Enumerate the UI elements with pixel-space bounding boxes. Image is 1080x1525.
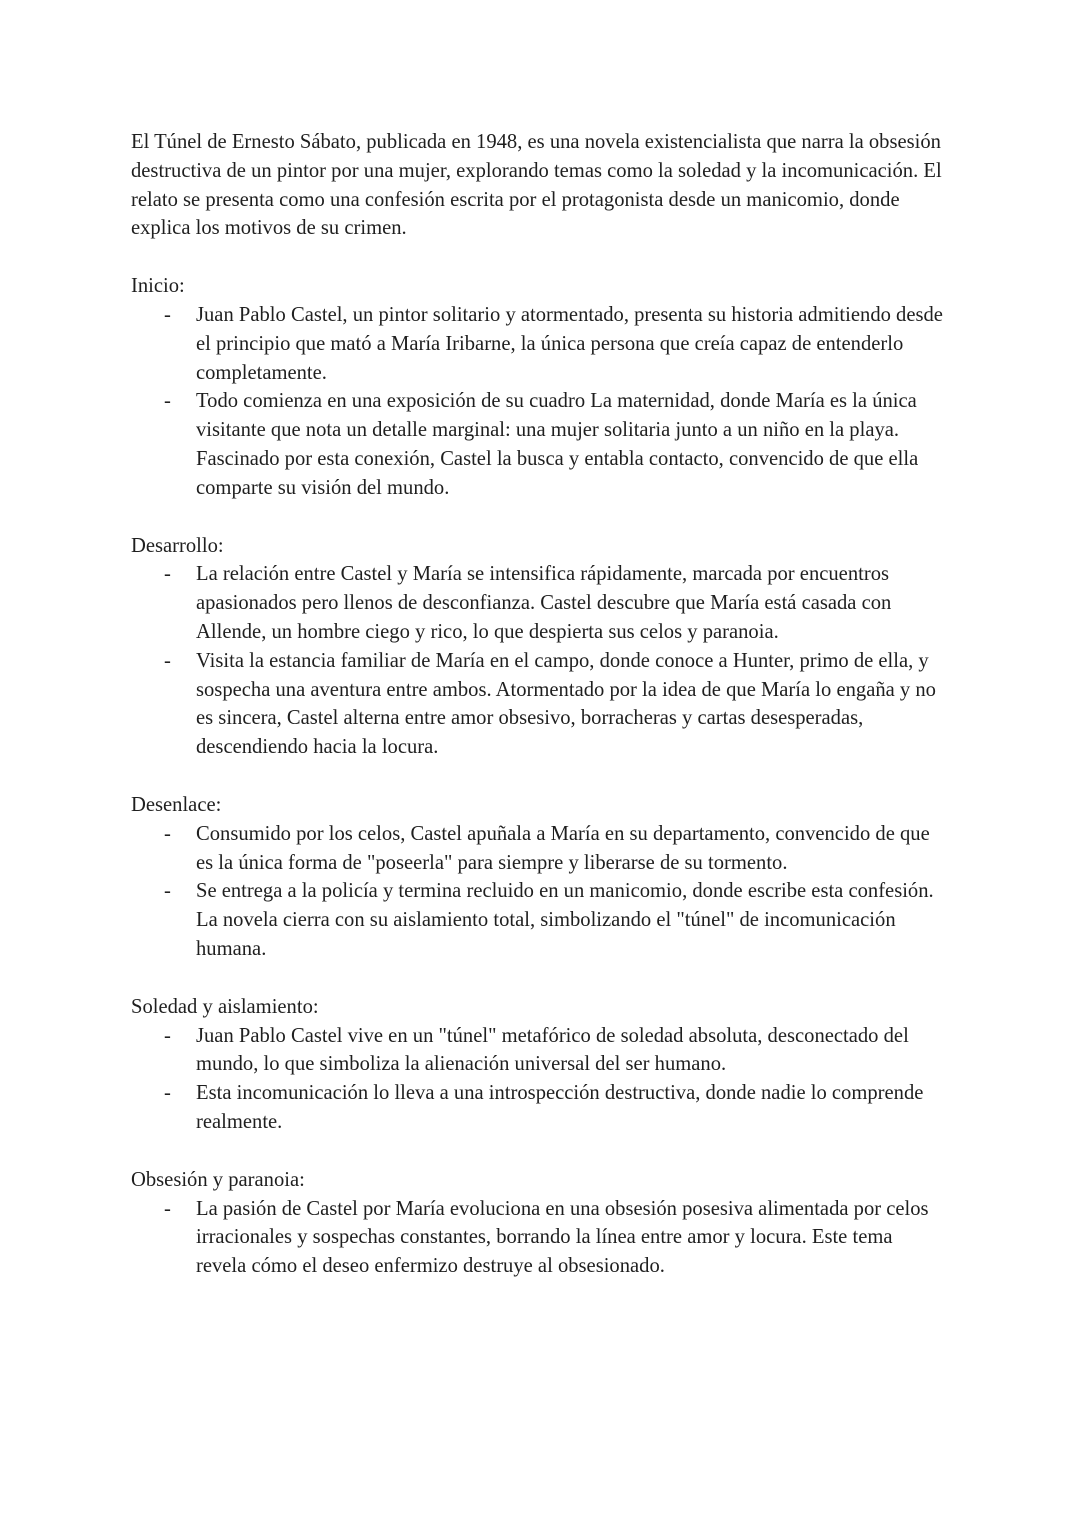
list-item-text: La pasión de Castel por María evoluciona en una obsesión posesiva alimentada por celos irracionales y sospechas constantes, borrando la línea entre amor y locura. Este tema revela cómo el deseo enfermizo destruye al obsesionado. [196,1197,929,1278]
document-page [131,128,946,1310]
section-desarrollo [131,532,946,762]
section-title: Desenlace: [131,793,222,816]
list-item-text: Juan Pablo Castel, un pintor solitario y atormentado, presenta su historia admitiendo desde el principio que mató a María Iribarne, la única persona que creía capaz de entenderlo completamente. [196,303,943,384]
list-item [131,387,946,502]
bullet-list [131,560,946,762]
section-inicio [131,272,946,502]
list-item-text: Esta incomunicación lo lleva a una introspección destructiva, donde nadie lo comprende realmente. [196,1082,924,1133]
bullet-list [131,820,946,964]
list-item-text: Consumido por los celos, Castel apuñala a María en su departamento, convencido de que es la única forma de "poseerla" para siempre y liberarse de su tormento. [196,822,930,874]
list-item-text: Se entrega a la policía y termina recluido en un manicomio, donde escribe esta confesión. La novela cierra con su aislamiento total, simbolizando el "túnel" de incomunicación humana. [196,880,934,960]
bullet-dash: - [164,1024,171,1047]
list-item [131,877,946,963]
bullet-list [131,1195,946,1281]
list-item [131,301,946,387]
section-title: Obsesión y paranoia: [131,1168,305,1191]
bullet-dash: - [164,1082,171,1105]
bullet-dash: - [164,880,171,903]
section-soledad-y-aislamiento [131,993,946,1137]
section-title: Soledad y aislamiento: [131,995,319,1018]
list-item [131,1079,946,1137]
bullet-dash: - [164,649,171,672]
bullet-dash: - [164,303,171,326]
bullet-dash: - [164,563,171,586]
section-title: Inicio: [131,275,185,298]
list-item-text: Juan Pablo Castel vive en un "túnel" metafórico de soledad absoluta, desconectado del mundo, lo que simboliza la alienación universal del ser humano. [196,1024,909,1076]
list-item [131,1195,946,1281]
list-item [131,1022,946,1080]
bullet-dash: - [164,390,171,413]
list-item-text: Visita la estancia familiar de María en el campo, donde conoce a Hunter, primo de ella, y sospecha una aventura entre ambos. Atormentado por la idea de que María lo engaña y no es sincera, Castel alterna entre amor obsesivo, borracheras y cartas desesperadas, descendiendo hacia la locura. [196,649,936,759]
list-item [131,560,946,646]
bullet-dash: - [164,1197,171,1220]
section-title: Desarrollo: [131,534,224,557]
intro-paragraph: El Túnel de Ernesto Sábato, publicada en 1948, es una novela existencialista que narra la obsesión destructiva de un pintor por una mujer, explorando temas como la soledad y la incomunicación. El relato se presenta como una confesión escrita por el protagonista desde un manicomio, donde explica los motivos de su crimen. [131,131,942,240]
bullet-list [131,301,946,503]
section-obsesion-y-paranoia [131,1166,946,1281]
list-item-text: La relación entre Castel y María se intensifica rápidamente, marcada por encuentros apasionados pero llenos de desconfianza. Castel descubre que María está casada con Allende, un hombre ciego y rico, lo que despierta sus celos y paranoia. [196,563,892,643]
list-item [131,647,946,762]
list-item-text: Todo comienza en una exposición de su cuadro La maternidad, donde María es la única visitante que nota un detalle marginal: una mujer solitaria junto a un niño en la playa. Fascinado por esta conexión, Castel la busca y entabla contacto, convencido de que ella comparte su visión del mundo. [196,390,919,499]
section-desenlace [131,791,946,964]
bullet-dash: - [164,822,171,845]
list-item [131,820,946,878]
bullet-list [131,1022,946,1137]
